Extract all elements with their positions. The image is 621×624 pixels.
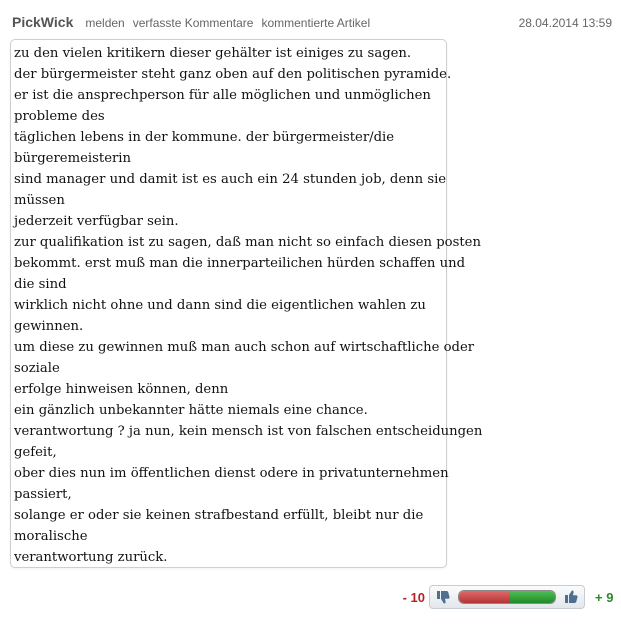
comment-line: verantwortung zurück. [14, 550, 168, 565]
vote-ratio-positive [510, 591, 555, 603]
vote-ratio-negative [459, 591, 510, 603]
comment-body [10, 39, 483, 568]
comment-line: wirklich nicht ohne und dann sind die eigentlichen wahlen zu [14, 298, 426, 313]
comment-line: bürgeremeisterin [14, 151, 132, 166]
authored-comments-link[interactable]: verfasste Kommentare [132, 16, 254, 30]
comment-line: bekommt. erst muß man die innerparteilichen hürden schaffen und [14, 256, 466, 271]
comment-line: solange er oder sie keinen strafbestand erfüllt, bleibt nur die [14, 508, 424, 523]
comment-line: verantwortung ? ja nun, kein mensch ist von falschen entscheidungen [14, 424, 483, 439]
comment-line: zu den vielen kritikern dieser gehälter ist einiges zu sagen. [14, 46, 412, 61]
comment-timestamp: 28.04.2014 13:59 [518, 16, 612, 30]
comment-line: moralische [14, 529, 88, 544]
comment-line: ein gänzlich unbekannter hätte niemals eine chance. [14, 403, 368, 418]
author-name[interactable]: PickWick [12, 14, 74, 30]
commented-articles-link[interactable]: kommentierte Artikel [261, 16, 371, 30]
comment-line: passiert, [14, 487, 72, 502]
comment-line: jederzeit verfügbar sein. [14, 214, 179, 229]
thumbs-up-icon[interactable] [561, 587, 581, 607]
comment-header [12, 14, 612, 34]
positive-vote-count: + 9 [595, 589, 614, 605]
comment-line: er ist die ansprechperson für alle möglichen und unmöglichen [14, 88, 431, 103]
vote-widget [429, 585, 585, 609]
vote-ratio-bar [458, 590, 556, 604]
thumbs-down-icon[interactable] [433, 587, 453, 607]
comment-line: müssen [14, 193, 65, 208]
comment-line: ober dies nun im öffentlichen dienst odere in privatunternehmen [14, 466, 449, 481]
vote-area [395, 584, 617, 610]
report-link[interactable]: melden [85, 16, 125, 30]
comment-line: gefeit, [14, 445, 57, 460]
comment-line: erfolge hinweisen können, denn [14, 382, 229, 397]
comment-line: soziale [14, 361, 60, 376]
comment-line: täglichen lebens in der kommune. der bürgermeister/die [14, 130, 395, 145]
comment-line: der bürgermeister steht ganz oben auf den politischen pyramide. [14, 67, 452, 82]
comment-line: zur qualifikation ist zu sagen, daß man nicht so einfach diesen posten [14, 235, 481, 250]
negative-vote-count: - 10 [402, 589, 425, 605]
comment-line: die sind [14, 277, 67, 292]
comment-line: um diese zu gewinnen muß man auch schon auf wirtschaftliche oder [14, 340, 475, 355]
comment-line: probleme des [14, 109, 105, 124]
comment-line: gewinnen. [14, 319, 84, 334]
comment-line: sind manager und damit ist es auch ein 24 stunden job, denn sie [14, 172, 447, 187]
